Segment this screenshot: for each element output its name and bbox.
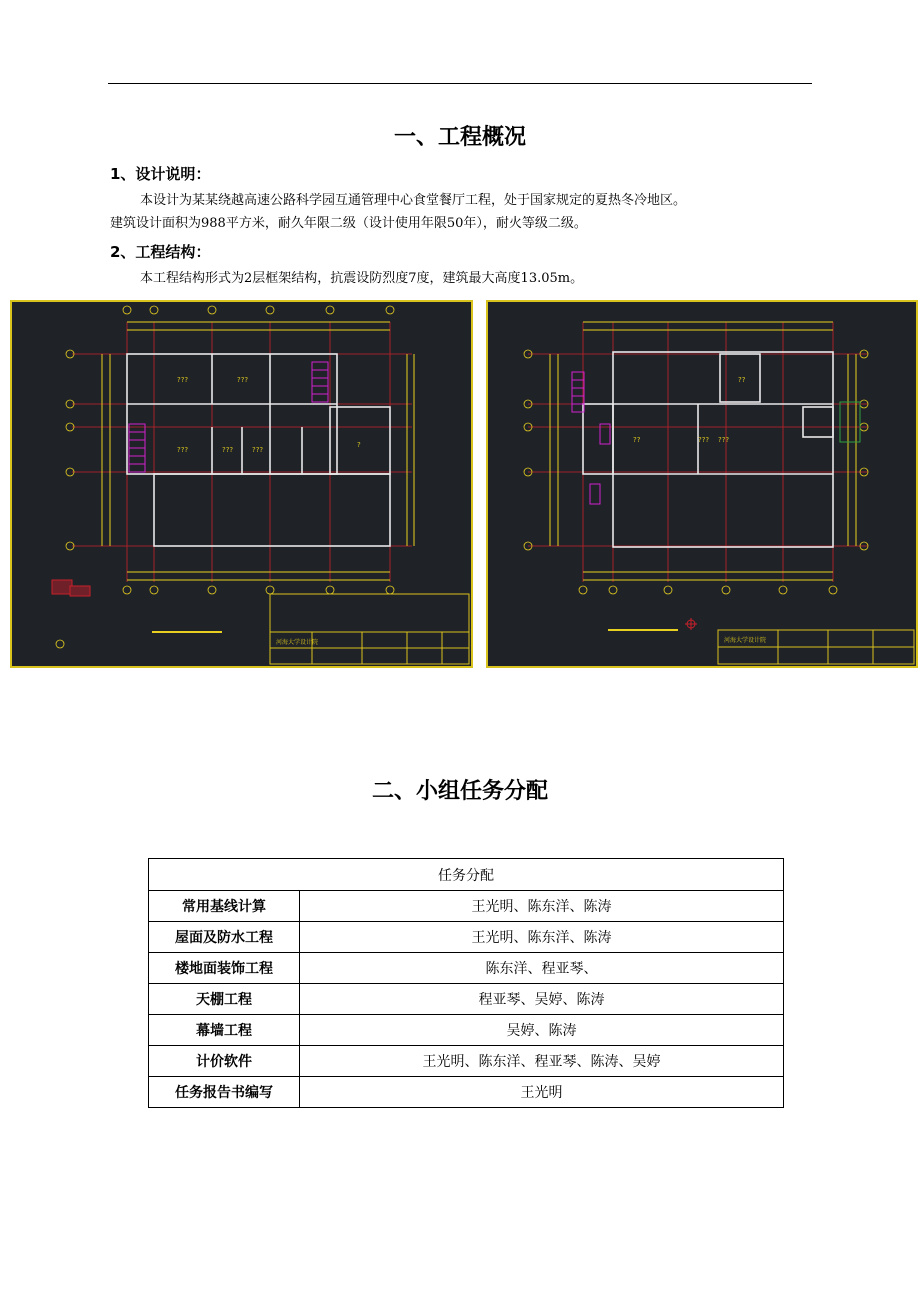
- section2-title: 二、小组任务分配: [371, 779, 548, 804]
- floor-plan-right-svg: [488, 302, 916, 666]
- task-table-header: 任务分配: [149, 859, 784, 891]
- task-name: 常用基线计算: [149, 891, 300, 922]
- task-name: 计价软件: [149, 1046, 300, 1077]
- right-title-block: 河海大学设计院: [724, 637, 767, 644]
- floor-plan-left-svg: [12, 302, 471, 666]
- task-table: [148, 858, 784, 1108]
- task-members: 王光明、陈东洋、陈涛: [300, 922, 784, 953]
- task-name: 楼地面装饰工程: [149, 953, 300, 984]
- table-row: [149, 984, 784, 1015]
- right-room-label-1: ??: [633, 436, 641, 444]
- task-members: 王光明、陈东洋、陈涛: [300, 891, 784, 922]
- structure-heading: 2、工程结构：: [110, 243, 211, 261]
- left-room-label-1: ???: [177, 376, 189, 384]
- section1-title: 一、工程概况: [393, 125, 526, 150]
- task-name: 幕墙工程: [149, 1015, 300, 1046]
- task-name: 天棚工程: [149, 984, 300, 1015]
- table-row: [149, 922, 784, 953]
- table-row: [149, 1015, 784, 1046]
- header-rule: [108, 83, 812, 84]
- table-row: [149, 891, 784, 922]
- structure-text: [110, 267, 818, 290]
- task-name: 屋面及防水工程: [149, 922, 300, 953]
- task-name: 任务报告书编写: [149, 1077, 300, 1108]
- left-title-block: 河海大学设计院: [276, 639, 319, 646]
- task-members: 吴婷、陈涛: [300, 1015, 784, 1046]
- right-room-label-2: ???: [698, 436, 710, 444]
- floor-plan-right: [486, 300, 918, 668]
- design-notes-line2: 建筑设计面积为988平方米，耐久年限二级（设计使用年限50年），耐火等级二级。: [110, 216, 587, 231]
- task-members: 王光明、陈东洋、程亚琴、陈涛、吴婷: [300, 1046, 784, 1077]
- right-room-label-4: ??: [738, 376, 746, 384]
- structure-line1: 本工程结构形式为2层框架结构，抗震设防烈度7度，建筑最大高度13.05m。: [140, 271, 584, 286]
- table-row: [149, 1046, 784, 1077]
- left-room-label-6: ?: [357, 441, 361, 449]
- floor-plan-left: [10, 300, 473, 668]
- left-room-label-5: ???: [252, 446, 264, 454]
- left-room-label-3: ???: [177, 446, 189, 454]
- task-members: 程亚琴、吴婷、陈涛: [300, 984, 784, 1015]
- left-room-label-4: ???: [222, 446, 234, 454]
- task-members: 陈东洋、程亚琴、: [300, 953, 784, 984]
- table-row: [149, 953, 784, 984]
- task-table-header-row: [149, 859, 784, 891]
- right-room-label-3: ???: [718, 436, 730, 444]
- design-notes-heading: 1、设计说明：: [110, 165, 211, 183]
- left-room-label-2: ???: [237, 376, 249, 384]
- task-members: 王光明: [300, 1077, 784, 1108]
- table-row: [149, 1077, 784, 1108]
- design-notes-text: [110, 189, 818, 235]
- design-notes-line1: 本设计为某某绕越高速公路科学园互通管理中心食堂餐厅工程，处于国家规定的夏热冬冷地区。: [140, 193, 687, 208]
